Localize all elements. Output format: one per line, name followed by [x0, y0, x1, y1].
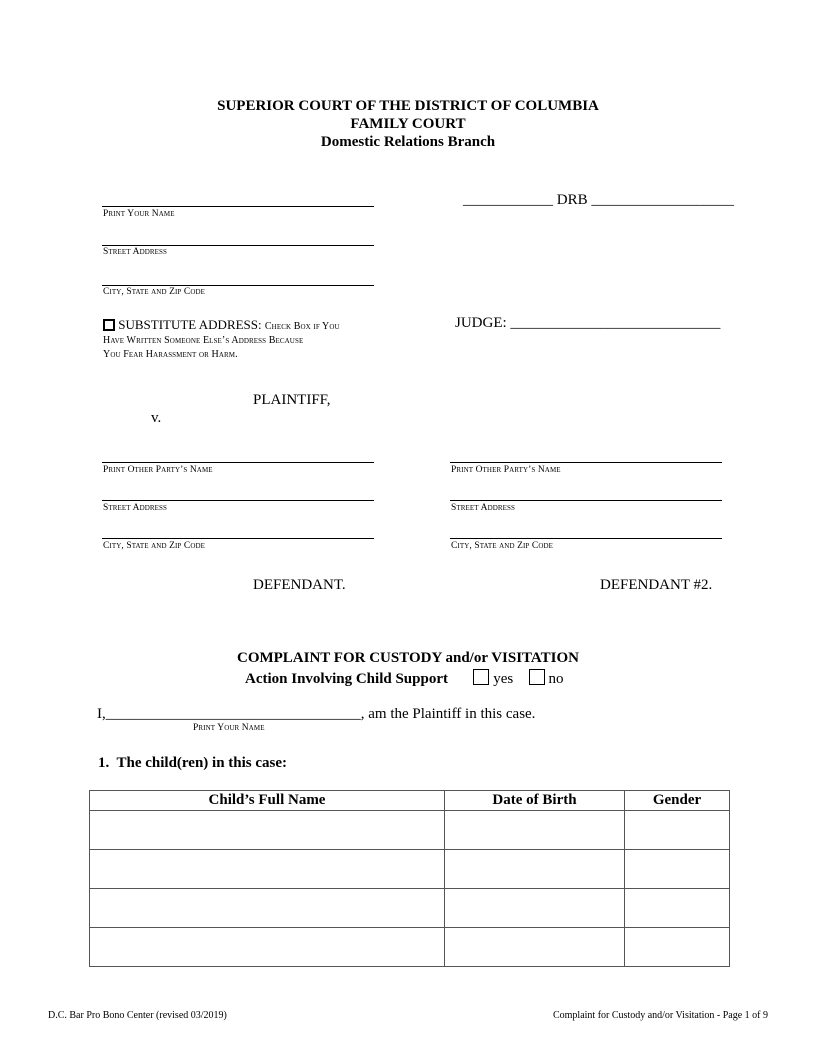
plaintiff-street-label: Street Address — [103, 247, 168, 257]
defendant-street-line[interactable] — [102, 500, 374, 501]
child-support-no-label: no — [548, 671, 564, 687]
case-number-field[interactable]: ____________ DRB ___________________ — [463, 192, 734, 208]
table-row — [90, 811, 730, 850]
statement-name-label: Print Your Name — [193, 723, 265, 733]
court-name: SUPERIOR COURT OF THE DISTRICT OF COLUMBIA — [217, 98, 599, 114]
child-support-yes-label: yes — [493, 671, 514, 687]
column-header-gender: Gender — [625, 791, 730, 811]
plaintiff-statement[interactable]: I,__________________________________, am the Plaintiff in this case. — [97, 706, 536, 722]
child-dob-cell[interactable] — [445, 850, 625, 889]
plaintiff-city-label: City, State and Zip Code — [103, 287, 206, 297]
section1-heading: 1. The child(ren) in this case: — [98, 755, 288, 771]
child-support-label: Action Involving Child Support — [245, 671, 448, 687]
defendant2-street-line[interactable] — [450, 500, 722, 501]
child-name-cell[interactable] — [90, 811, 445, 850]
table-row — [90, 889, 730, 928]
child-gender-cell[interactable] — [625, 889, 730, 928]
child-gender-cell[interactable] — [625, 928, 730, 967]
footer-right: Complaint for Custody and/or Visitation - Page 1 of 9 — [552, 1010, 768, 1021]
defendant2-city-line[interactable] — [450, 538, 722, 539]
table-row — [90, 850, 730, 889]
substitute-address-block — [103, 318, 393, 362]
column-header-name: Child’s Full Name — [90, 791, 445, 811]
child-support-yes-checkbox[interactable] — [473, 669, 489, 685]
defendant-name-line[interactable] — [102, 462, 374, 463]
judge-field[interactable]: JUDGE: ____________________________ — [455, 315, 721, 331]
table-row — [90, 928, 730, 967]
defendant-city-line[interactable] — [102, 538, 374, 539]
child-support-no-checkbox[interactable] — [529, 669, 545, 685]
child-name-cell[interactable] — [90, 889, 445, 928]
footer-left: D.C. Bar Pro Bono Center (revised 03/2019) — [48, 1010, 227, 1021]
defendant-street-label: Street Address — [103, 503, 168, 513]
child-support-row — [245, 669, 563, 688]
child-dob-cell[interactable] — [445, 889, 625, 928]
children-table — [89, 790, 730, 967]
substitute-address-checkbox[interactable] — [103, 319, 115, 331]
defendant2-city-label: City, State and Zip Code — [451, 541, 554, 551]
versus-label: v. — [151, 410, 162, 426]
child-dob-cell[interactable] — [445, 811, 625, 850]
substitute-note-2: Have Written Someone Else’s Address Because — [103, 335, 304, 346]
column-header-dob: Date of Birth — [445, 791, 625, 811]
children-table-header — [90, 791, 730, 811]
child-gender-cell[interactable] — [625, 850, 730, 889]
defendant2-name-line[interactable] — [450, 462, 722, 463]
defendant-city-label: City, State and Zip Code — [103, 541, 206, 551]
complaint-title: COMPLAINT FOR CUSTODY and/or VISITATION — [236, 650, 579, 666]
defendant-name-label: Print Other Party’s Name — [103, 465, 213, 475]
child-name-cell[interactable] — [90, 850, 445, 889]
defendant2-name-label: Print Other Party’s Name — [451, 465, 561, 475]
plaintiff-name-label: Print Your Name — [103, 209, 175, 219]
defendant2-role: DEFENDANT #2. — [600, 577, 713, 593]
substitute-address-title: SUBSTITUTE ADDRESS: — [118, 317, 262, 332]
defendant2-street-label: Street Address — [451, 503, 516, 513]
plaintiff-name-line[interactable] — [102, 206, 374, 207]
substitute-note-3: You Fear Harassment or Harm. — [103, 349, 238, 360]
plaintiff-street-line[interactable] — [102, 245, 374, 246]
plaintiff-role: PLAINTIFF, — [253, 392, 331, 408]
child-name-cell[interactable] — [90, 928, 445, 967]
child-dob-cell[interactable] — [445, 928, 625, 967]
child-gender-cell[interactable] — [625, 811, 730, 850]
plaintiff-city-line[interactable] — [102, 285, 374, 286]
court-branch: Domestic Relations Branch — [320, 134, 496, 150]
substitute-note-1: Check Box if You — [264, 321, 340, 332]
court-division: FAMILY COURT — [350, 116, 466, 132]
defendant-role: DEFENDANT. — [253, 577, 346, 593]
